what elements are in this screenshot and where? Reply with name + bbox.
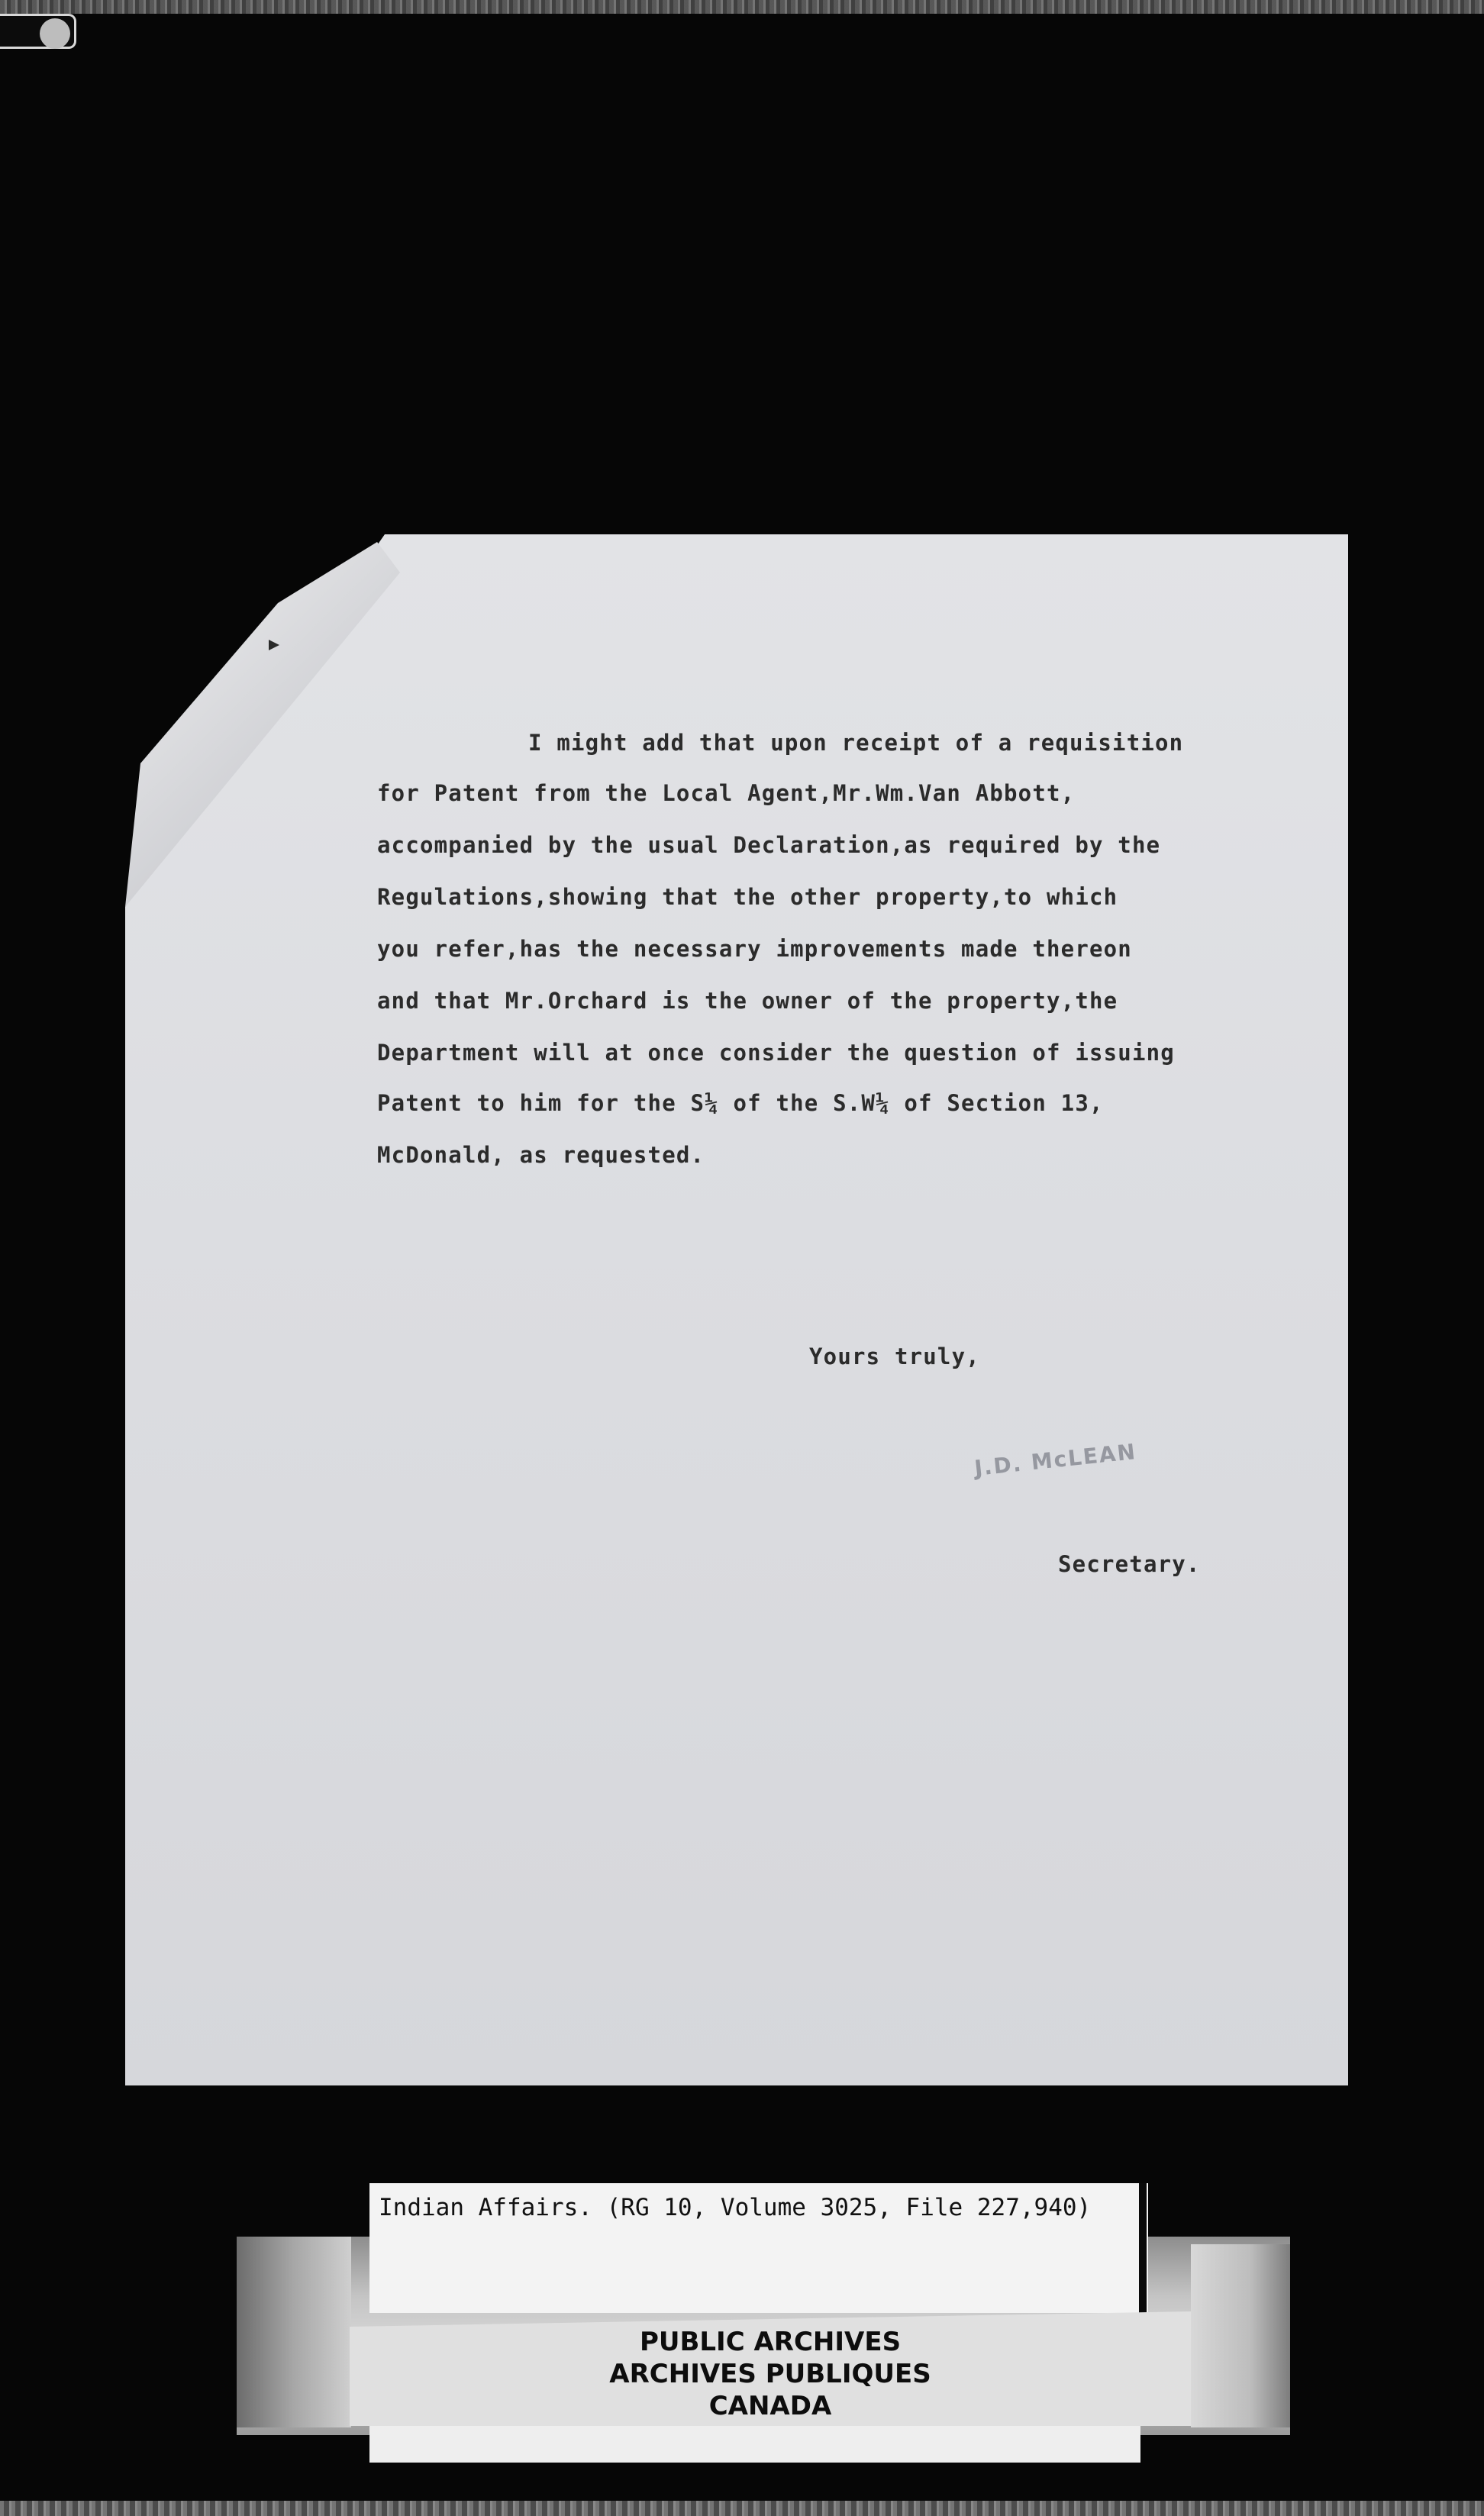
film-registration-dot — [40, 18, 70, 49]
signature-title: Secretary. — [1058, 1551, 1201, 1577]
holder-left-clip — [237, 2237, 351, 2427]
letter-line-9: McDonald, as requested. — [377, 1142, 705, 1168]
letter-closing: Yours truly, — [809, 1343, 980, 1369]
letter-line-2: for Patent from the Local Agent,Mr.Wm.Van Abbott, — [377, 780, 1076, 806]
letter-line-8: Patent to him for the S¼ of the S.W¼ of Section 13, — [377, 1090, 1104, 1116]
letter-line-5: you refer,has the necessary improvements made thereon — [377, 936, 1132, 962]
letter-sheet — [125, 534, 1348, 2085]
film-top-edge — [0, 0, 1484, 14]
letter-line-4: Regulations,showing that the other property,to which — [377, 884, 1118, 910]
reference-label — [369, 2183, 1148, 2313]
corner-arrow-mark — [269, 640, 279, 650]
archives-line-2: ARCHIVES PUBLIQUES — [609, 2359, 931, 2389]
reference-label-text: Indian Affairs. (RG 10, Volume 3025, File 227,940) — [379, 2194, 1092, 2221]
reference-label-bracket — [1139, 2183, 1147, 2313]
letter-line-6: and that Mr.Orchard is the owner of the property,the — [377, 988, 1118, 1014]
holder-right-clip — [1191, 2244, 1290, 2427]
archives-line-3: CANADA — [708, 2391, 832, 2421]
letter-line-1: I might add that upon receipt of a requisition — [528, 730, 1184, 756]
archives-card-bottom — [369, 2426, 1140, 2463]
signature-stamp: J.D. McLEAN — [973, 1438, 1138, 1482]
film-bottom-edge — [0, 2501, 1484, 2516]
letter-line-7: Department will at once consider the question of issuing — [377, 1040, 1175, 1066]
archives-line-1: PUBLIC ARCHIVES — [639, 2327, 902, 2357]
letter-line-3: accompanied by the usual Declaration,as required by the — [377, 832, 1161, 858]
